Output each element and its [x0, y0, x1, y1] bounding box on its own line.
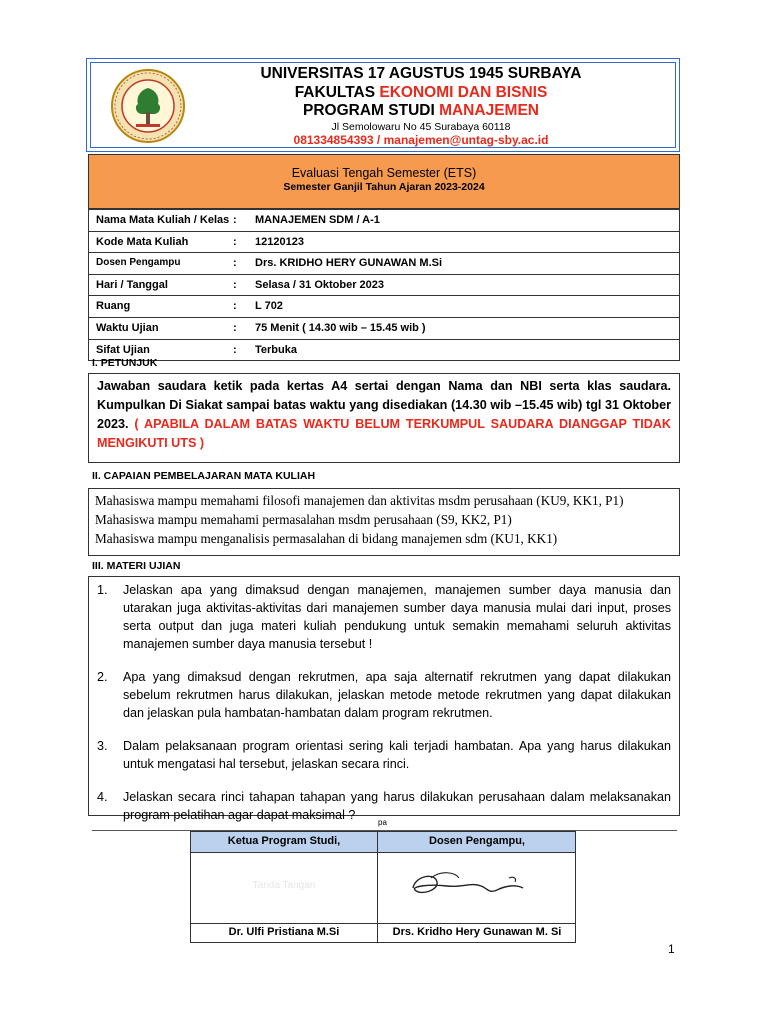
- program-name: [186, 102, 656, 120]
- lecturer-name: Drs. Kridho Hery Gunawan M. Si: [392, 926, 562, 938]
- exam-questions-box: [88, 576, 680, 822]
- info-colon: :: [233, 278, 237, 291]
- instructions-box: [88, 373, 680, 463]
- faculty-name-red: EKONOMI DAN BISNIS: [379, 84, 548, 101]
- question-text: Jelaskan apa yang dimaksud dengan manajemen, manajemen sumber daya manusia dan utarakan juga aktivitas-aktivitas dari manajemen sumber daya manusia mulai dari input, proses serta output dan juga materi kuliah pendukung untuk semakin memahami seluruh aktivitas manajemen sumber daya manusia tersebut !: [123, 583, 671, 651]
- question-number: 3.: [97, 739, 108, 753]
- question-number: 4.: [97, 790, 108, 804]
- info-label: Sifat Ujian: [96, 343, 150, 356]
- info-label: Nama Mata Kuliah / Kelas: [96, 214, 230, 226]
- info-row-date: [89, 275, 679, 297]
- info-colon: :: [233, 300, 237, 313]
- info-colon: :: [233, 343, 237, 356]
- handwritten-signature: [401, 860, 531, 915]
- info-value: 12120123: [255, 235, 304, 248]
- question-item: [97, 668, 671, 722]
- info-label: Waktu Ujian: [96, 321, 159, 334]
- page-number: 1: [668, 942, 675, 956]
- outcome-line: Mahasiswa mampu memahami permasalahan msdm perusahaan (S9, KK2, P1): [95, 512, 512, 527]
- instructions-text: Jawaban saudara ketik pada kertas A4 sertai dengan Nama dan NBI serta klas saudara. Kumpulkan Di Siakat sampai batas waktu yang disediakan (14.30 wib –15.45 wib) tgl 31 Oktober 2023.: [97, 379, 671, 431]
- question-text: Jelaskan secara rinci tahapan tahapan yang harus dilakukan perusahaan dalam melaksanakan program pelatihan agar dapat maksimal ?: [123, 790, 671, 822]
- section-instructions-title: I. PETUNJUK: [92, 357, 158, 369]
- exam-title: Evaluasi Tengah Semester (ETS): [291, 166, 477, 180]
- program-name-red: MANAJEMEN: [439, 102, 539, 119]
- info-value: MANAJEMEN SDM / A-1: [255, 214, 380, 226]
- info-value: Drs. KRIDHO HERY GUNAWAN M.Si: [255, 257, 443, 270]
- info-value: Terbuka: [255, 343, 297, 356]
- info-colon: :: [233, 235, 237, 248]
- info-value: L 702: [255, 300, 283, 313]
- signature-table: [190, 831, 576, 943]
- exam-info-table: [88, 209, 680, 361]
- question-number: 1.: [97, 583, 108, 597]
- program-prefix: PROGRAM STUDI: [303, 102, 440, 119]
- signature-name-row: [191, 923, 575, 924]
- question-text: Dalam pelaksanaan program orientasi sering kali terjadi hambatan. Apa yang harus dilakukan untuk mengatasi hal tersebut, jelaskan secara rinci.: [123, 739, 671, 771]
- head-of-program-title: Ketua Program Studi,: [227, 835, 341, 847]
- question-number: 2.: [97, 670, 108, 684]
- info-value: 75 Menit ( 14.30 wib – 15.45 wib ): [255, 321, 426, 334]
- info-row-lecturer: [89, 253, 679, 275]
- outcome-line: Mahasiswa mampu menganalisis permasalahan di bidang manajemen sdm (KU1, KK1): [95, 531, 558, 546]
- university-seal-logo: [110, 68, 186, 144]
- info-colon: :: [233, 257, 237, 270]
- head-of-program-name: Dr. Ulfi Pristiana M.Si: [228, 926, 340, 938]
- info-row-room: [89, 296, 679, 318]
- outcome-line: Mahasiswa mampu memahami filosofi manajemen dan aktivitas msdm perusahaan (KU9, KK1, P1): [95, 493, 624, 508]
- info-value: Selasa / 31 Oktober 2023: [255, 278, 385, 291]
- question-item: [97, 581, 671, 653]
- info-label: Ruang: [96, 300, 131, 313]
- info-label: Hari / Tanggal: [96, 278, 168, 291]
- faculty-name: [186, 84, 656, 102]
- faculty-prefix: FAKULTAS: [294, 84, 380, 101]
- exam-subtitle: Semester Ganjil Tahun Ajaran 2023-2024: [283, 181, 485, 193]
- question-item: [97, 737, 671, 773]
- info-colon: :: [233, 214, 237, 226]
- university-name: UNIVERSITAS 17 AGUSTUS 1945 SURBAYA: [260, 65, 582, 82]
- exam-title-band: [88, 154, 680, 209]
- info-label: Dosen Pengampu: [96, 257, 181, 269]
- section-exam-material-title: III. MATERI UJIAN: [92, 560, 181, 572]
- info-row-type: [89, 340, 679, 361]
- info-row-course: [89, 210, 679, 232]
- info-label: Kode Mata Kuliah: [96, 235, 189, 248]
- signature-placeholder: Tanda Tangan: [252, 880, 316, 891]
- lecturer-title: Dosen Pengampu,: [429, 835, 525, 847]
- learning-outcomes-box: [88, 488, 680, 556]
- question-text: Apa yang dimaksud dengan rekrutmen, apa saja alternatif rekrutmen yang dapat dilakukan sebelum rekrutmen harus dilakukan, jelaskan metode metode rekrutmen yang dapat dilakukan dan jelaskan pula hambatan-hambatan dalam program rekrutmen.: [123, 670, 671, 720]
- contact-line: 081334854393 / manajemen@untag-sby.ac.id: [293, 133, 549, 147]
- section-outcomes-title: II. CAPAIAN PEMBELAJARAN MATA KULIAH: [92, 470, 316, 482]
- info-row-code: [89, 232, 679, 254]
- instructions-warning: ( APABILA DALAM BATAS WAKTU BELUM TERKUMPUL SAUDARA DIANGGAP TIDAK MENGIKUTI UTS ): [97, 417, 671, 450]
- address-line: Jl Semolowaru No 45 Surabaya 60118: [331, 121, 511, 133]
- info-row-duration: [89, 318, 679, 340]
- info-colon: :: [233, 321, 237, 334]
- footer-mark: pa: [378, 818, 387, 827]
